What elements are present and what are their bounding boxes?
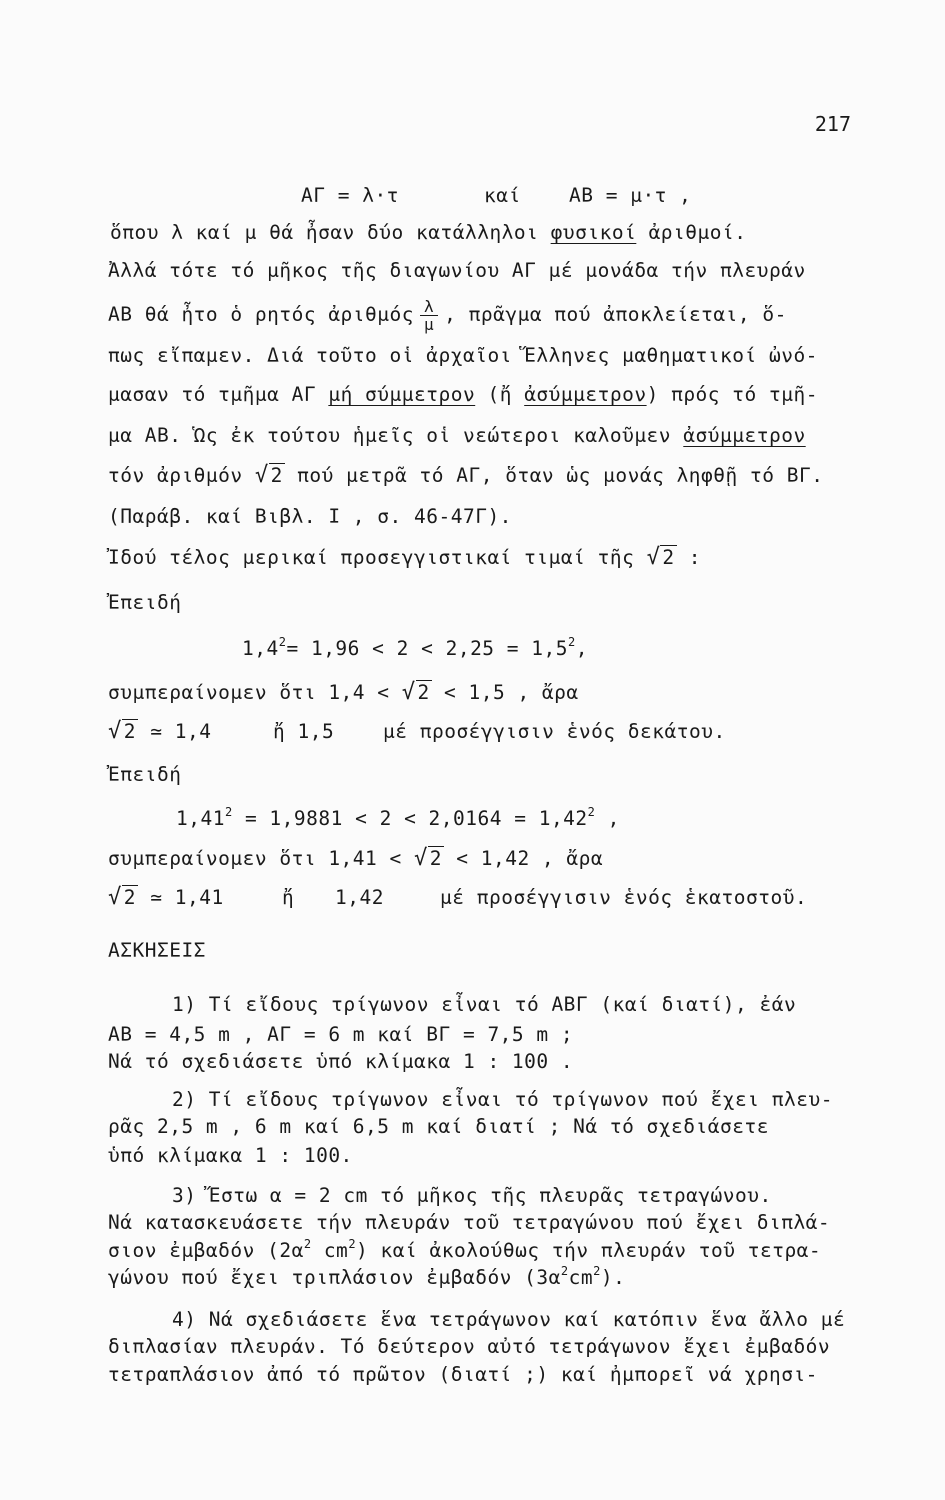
approx-1-4: √ 2 ≃ 1,4 — [108, 719, 212, 744]
exercise-3: 3) Ἔστω α = 2 cm τό μῆκος τῆς πλευρᾶς τετραγώνου. — [172, 1184, 772, 1207]
underlined-term: ἀσύμμετρον — [524, 383, 647, 406]
text-line: ὅπου λ καί μ θά ἦσαν δύο κατάλληλοι φυσικοί ἀριθμοί. — [110, 221, 747, 244]
sqrt-2: √ 2 — [414, 846, 442, 871]
text-line: μέ προσέγγισιν ἑνός ἑκατοστοῦ. — [440, 886, 808, 909]
text-line: μα ΑΒ. Ὡς ἐκ τούτου ἡμεῖς οἱ νεώτεροι καλοῦμεν ἀσύμμετρον — [108, 424, 806, 447]
underlined-term: ἀσύμμετρον — [683, 424, 806, 447]
exercise-2: 2) Τί εἴδους τρίγωνον εἶναι τό τρίγωνον πού ἔχει πλευ- — [172, 1088, 833, 1111]
approx-1-41: √ 2 ≃ 1,41 — [108, 885, 224, 910]
text-line: (Παράβ. καί Βιβλ. Ι , σ. 46-47Γ). — [108, 505, 512, 528]
text-line: πως εἴπαμεν. Διά τοῦτο οἱ ἀρχαῖοι Ἕλληνες μαθηματικοί ὠνό- — [108, 344, 818, 367]
equation-and: καί — [484, 184, 521, 207]
sqrt-2: √ 2 — [108, 885, 136, 910]
text-line: τόν ἀριθμόν √ 2 πού μετρᾶ τό ΑΓ, ὅταν ὡς μονάς ληφθῇ τό ΒΓ. — [108, 463, 824, 488]
inequality-1-41: $1,41^2 = 1,9881 < 2 < 2,0164 = 1,42^2$ , — [176, 805, 620, 830]
text-line: ΑΒ θά ἦτο ὁ ρητός ἀριθμός $\frac{\lambda}{\mu}$ , πρᾶγμα πού ἀποκλείεται, ὅ- — [108, 297, 787, 334]
text-line: μασαν τό τμῆμα ΑΓ μή σύμμετρον (ἤ ἀσύμμετρον) πρός τό τμῆ- — [108, 383, 818, 406]
text-line: μέ προσέγγισιν ἑνός δεκάτου. — [383, 720, 726, 743]
text-line: Ἐπειδή — [108, 591, 182, 614]
text-line: συμπεραίνομεν ὅτι 1,4 < √ 2 < 1,5 , ἄρα — [108, 680, 579, 705]
text-line: ἤ 1,5 — [273, 720, 335, 743]
exercise-3-line: σιον ἐμβαδόν ($2\alpha^2$ $cm^2$) καί ἀκολούθως τήν πλευράν τοῦ τετρα- — [108, 1237, 822, 1262]
sqrt-2: √ 2 — [108, 719, 136, 744]
exercise-4: 4) Νά σχεδιάσετε ἕνα τετράγωνον καί κατόπιν ἕνα ἄλλο μέ — [172, 1308, 846, 1331]
equation-ag: ΑΓ = λ·τ — [301, 184, 399, 207]
text-line: ἤ — [282, 886, 295, 909]
exercise-1-line: ΑΒ = 4,5 m , ΑΓ = 6 m καί ΒΓ = 7,5 m ; — [108, 1023, 574, 1046]
exercise-2-line: ρᾶς 2,5 m , 6 m καί 6,5 m καί διατί ; Νά τό σχεδιάσετε — [108, 1115, 769, 1138]
underlined-term: μή σύμμετρον — [328, 383, 476, 406]
exercise-1: 1) Τί εἴδους τρίγωνον εἶναι τό ΑΒΓ (καί διατί), ἐάν — [172, 993, 797, 1016]
text-line: Ἐπειδή — [108, 763, 182, 786]
fraction-lambda-mu: $\frac{\lambda}{\mu}$ — [420, 298, 438, 333]
text-line: συμπεραίνομεν ὅτι 1,41 < √ 2 < 1,42 , ἄρα — [108, 846, 604, 871]
exercise-3-line: γώνου πού ἔχει τριπλάσιον ἐμβαδόν $(3\alpha^2cm^2)$. — [108, 1264, 626, 1289]
page-number: 217 — [814, 112, 851, 136]
sqrt-2: √ 2 — [401, 680, 430, 705]
section-heading: ΑΣΚΗΣΕΙΣ — [108, 939, 206, 962]
exercise-2-line: ὑπό κλίμακα 1 : 100. — [108, 1144, 353, 1167]
sqrt-2: √ 2 — [646, 545, 675, 570]
underlined-term: φυσικοί — [550, 221, 637, 244]
exercise-4-line: διπλασίαν πλευράν. Τό δεύτερον αὐτό τετράγωνον ἔχει ἐμβαδόν — [108, 1335, 831, 1358]
exercise-3-line: Νά κατασκευάσετε τήν πλευράν τοῦ τετραγώνου πού ἔχει διπλά- — [108, 1211, 831, 1234]
equation-ab: ΑΒ = μ·τ , — [569, 184, 692, 207]
exercise-1-line: Νά τό σχεδιάσετε ὑπό κλίμακα 1 : 100 . — [108, 1050, 574, 1073]
inequality-1-4: $1,4^2= 1,96 < 2 < 2,25 = 1,5^2$, — [242, 635, 588, 660]
text-line: Ἀλλά τότε τό μῆκος τῆς διαγωνίου ΑΓ μέ μονάδα τήν πλευράν — [108, 259, 806, 282]
text-line: 1,42 — [335, 886, 384, 909]
sqrt-2: √ 2 — [254, 463, 283, 488]
exercise-4-line: τετραπλάσιον ἀπό τό πρῶτον (διατί ;) καί ἠμπορεῖ νά χρησι- — [108, 1363, 818, 1386]
text-line: Ἰδού τέλος μερικαί προσεγγιστικαί τιμαί τῆς √ 2 : — [108, 545, 702, 570]
